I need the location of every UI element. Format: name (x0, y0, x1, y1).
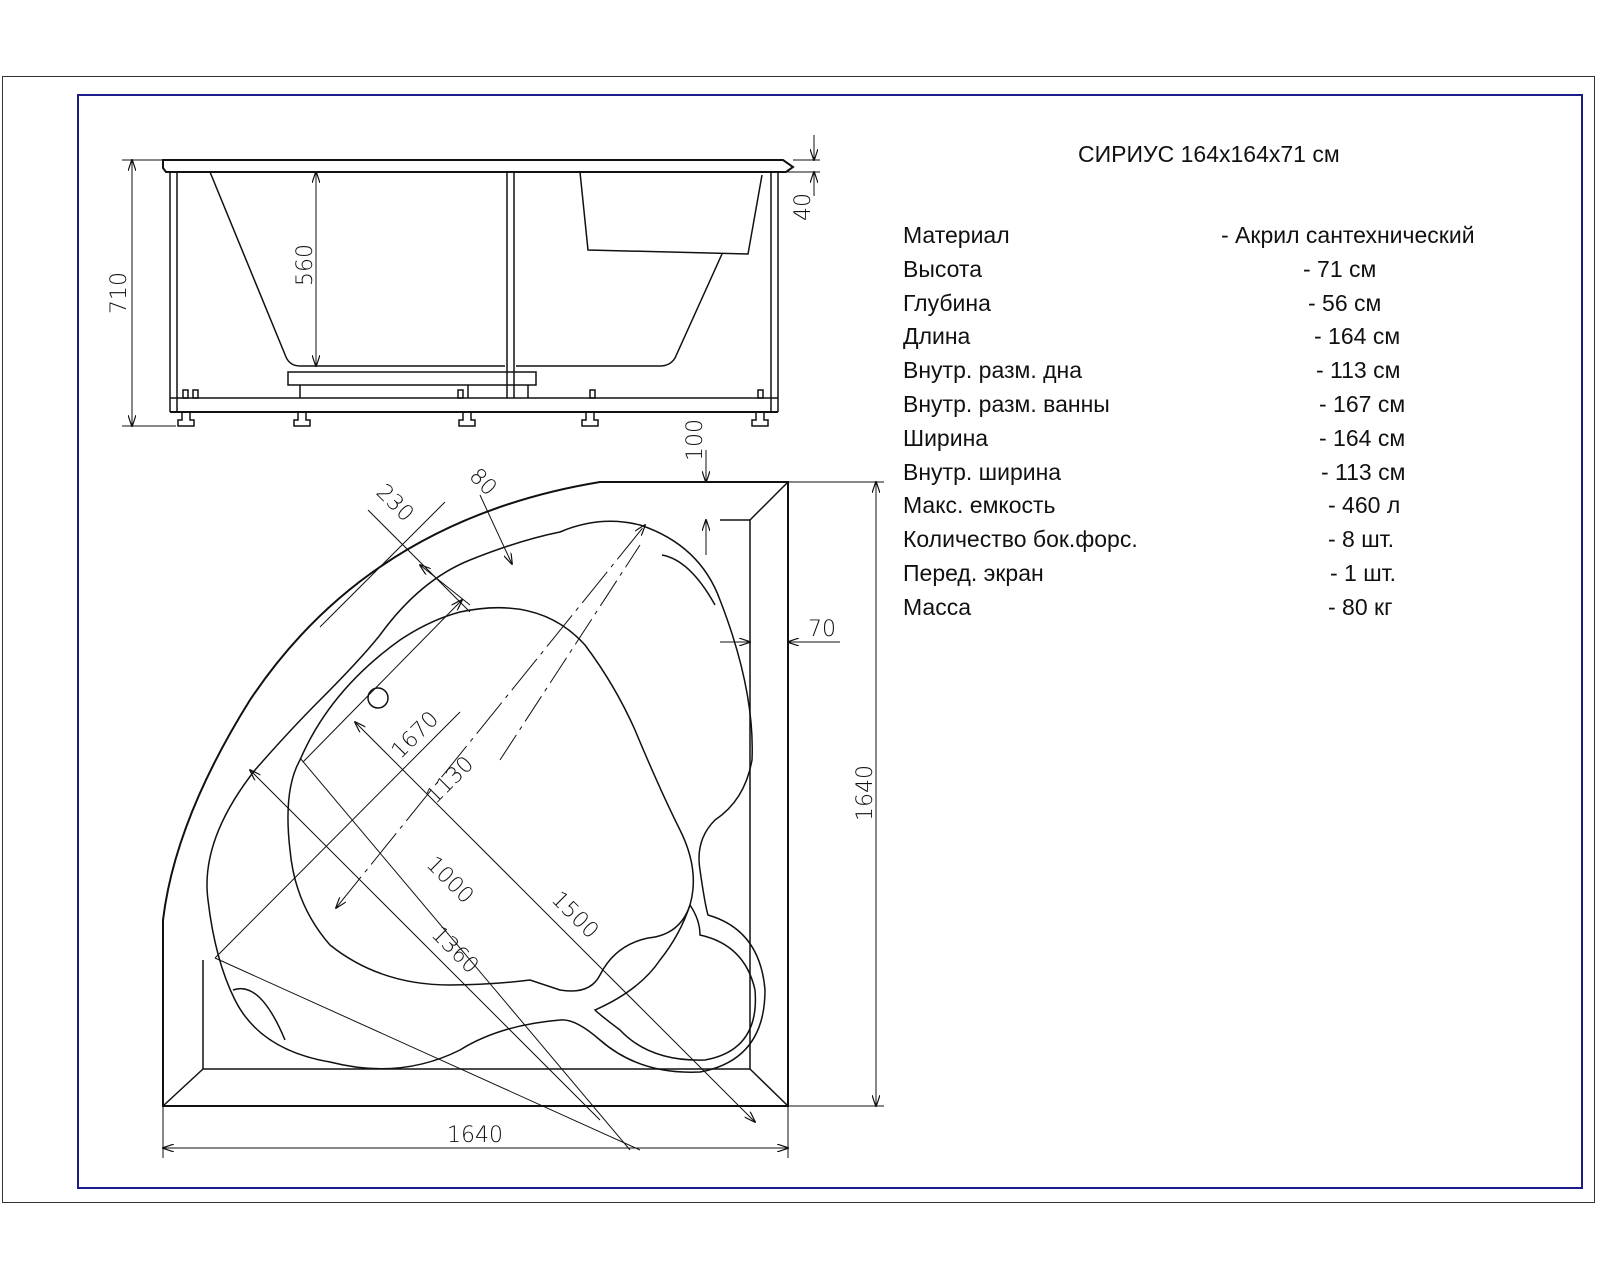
dim-80: 80 (463, 463, 502, 502)
spec-row (903, 492, 1543, 526)
spec-row (903, 256, 1543, 290)
side-view-dimensions (122, 135, 820, 426)
basin-right-wall (516, 172, 762, 366)
spec-row (903, 391, 1543, 425)
headrest-left (233, 989, 285, 1040)
spec-label: Высота (903, 255, 982, 282)
spec-row (903, 594, 1543, 628)
spec-label: Ширина (903, 424, 989, 451)
bowl-floor (288, 608, 693, 991)
adjustable-feet (178, 412, 768, 426)
spec-row (903, 357, 1543, 391)
spec-value: - 80 кг (1328, 593, 1393, 620)
dim-710: 710 (107, 272, 132, 314)
spec-value: - 113 см (1321, 458, 1406, 485)
dim-230: 230 (370, 479, 419, 528)
dim-1640-width: 1640 (447, 1123, 503, 1148)
spec-label: Количество бок.форс. (903, 526, 1138, 553)
spec-label: Масса (903, 593, 972, 620)
inner-rim (203, 520, 750, 1069)
dim-1500: 1500 (545, 886, 604, 945)
spec-value: - 56 см (1308, 289, 1382, 316)
headrest-right (662, 555, 715, 605)
base-plinth (288, 372, 536, 385)
spec-row (903, 425, 1543, 459)
spec-value: - 164 см (1314, 323, 1401, 350)
spec-label: Глубина (903, 289, 991, 316)
spec-row (903, 526, 1543, 560)
spec-row (903, 560, 1543, 594)
bowl-outer (207, 521, 765, 1072)
dim-70: 70 (808, 617, 836, 642)
spec-row (903, 290, 1543, 324)
dim-1000: 1000 (420, 851, 479, 910)
spec-label: Длина (903, 323, 971, 350)
spec-value: - 8 шт. (1328, 526, 1395, 553)
dim-1130: 1130 (421, 751, 480, 810)
dim-1670: 1670 (386, 706, 445, 765)
top-view (163, 479, 788, 1106)
spec-value: - 71 см (1303, 255, 1377, 282)
spec-value: - Акрил сантехнический (1221, 222, 1475, 248)
spec-label: Внутр. разм. ванны (903, 390, 1110, 417)
spec-value: - 460 л (1328, 492, 1401, 519)
top-view-dimensions (163, 450, 884, 1158)
spec-row (903, 459, 1543, 493)
dim-40: 40 (791, 193, 816, 221)
spec-value: - 164 см (1319, 424, 1406, 451)
drain-icon (368, 688, 388, 708)
bathtub-rim (163, 160, 793, 172)
spec-value: - 1 шт. (1330, 559, 1397, 586)
basin-left-wall (210, 172, 505, 366)
dim-560: 560 (293, 244, 318, 286)
spec-label: Перед. экран (903, 559, 1044, 586)
spec-label: Макс. емкость (903, 492, 1056, 519)
dim-100: 100 (683, 419, 708, 461)
spec-label: Внутр. разм. дна (903, 357, 1083, 384)
spec-table (903, 222, 1543, 628)
product-title: СИРИУС 164x164x71 см (1078, 141, 1340, 167)
spec-value: - 167 см (1319, 390, 1406, 417)
spec-value: - 113 см (1316, 357, 1401, 384)
side-view (163, 160, 793, 426)
spec-label: Материал (903, 222, 1010, 248)
dim-1640-length: 1640 (853, 765, 878, 821)
frame-brackets (183, 390, 763, 398)
dim-1360: 1360 (425, 921, 484, 980)
spec-label: Внутр. ширина (903, 458, 1062, 485)
spec-row (903, 222, 1543, 256)
spec-row (903, 323, 1543, 357)
